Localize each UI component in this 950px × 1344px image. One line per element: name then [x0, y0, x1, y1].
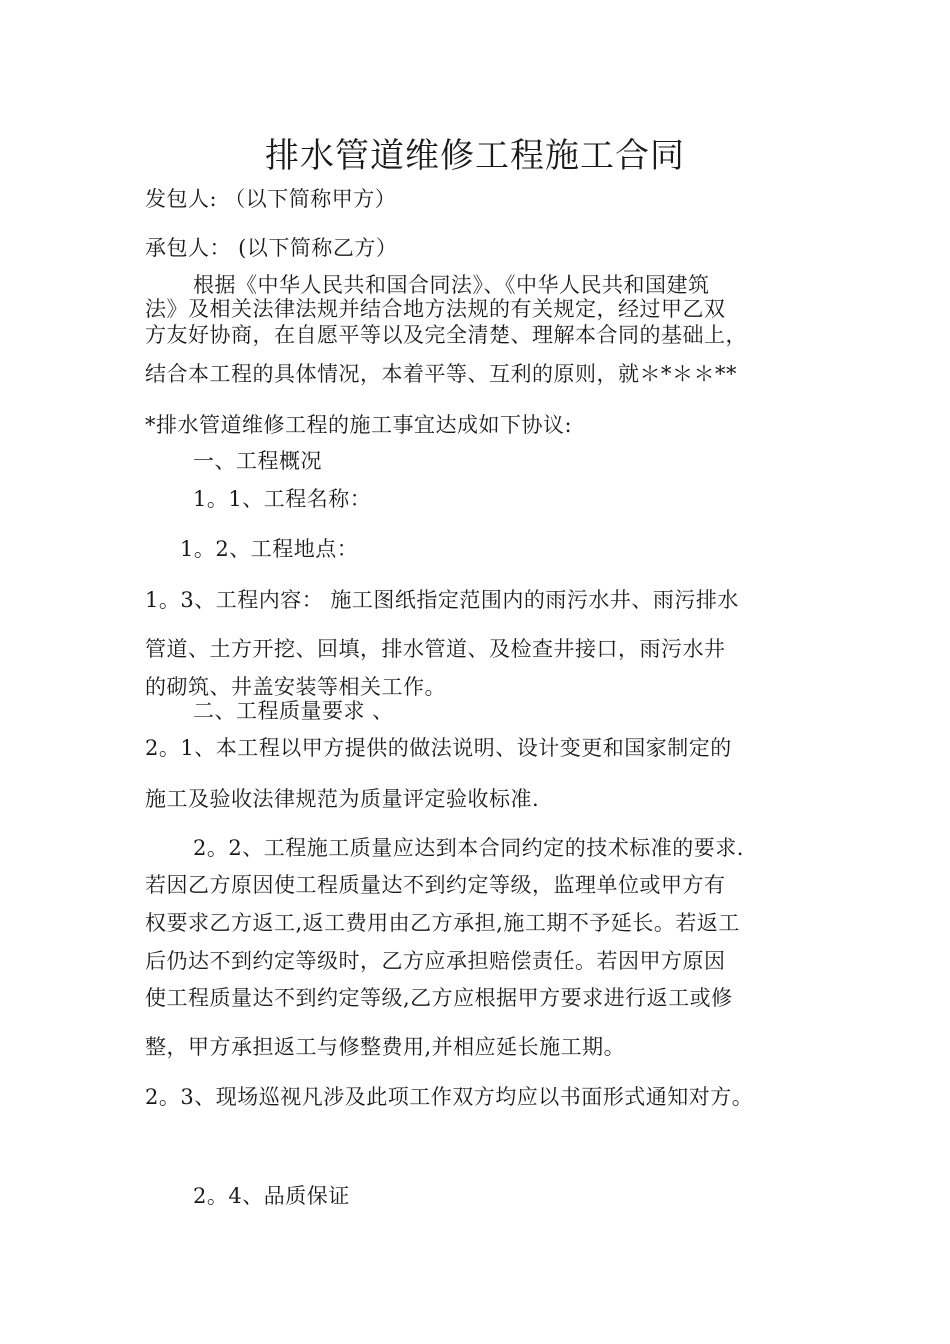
clause-2-2-line-4: 后仍达不到约定等级时，乙方应承担赔偿责任。若因甲方原因	[145, 949, 726, 973]
clause-2-2-line-1: 2。2、工程施工质量应达到本合同约定的技术标准的要求.	[193, 836, 744, 860]
party-b-line: 承包人： (以下简称乙方）	[145, 236, 398, 260]
clause-2-2-line-3: 权要求乙方返工,返工费用由乙方承担,施工期不予延长。若返工	[145, 911, 740, 935]
preamble-line-2: 法》及相关法律法规并结合地方法规的有关规定，经过甲乙双	[145, 297, 726, 321]
clause-2-1-line-2: 施工及验收法律规范为质量评定验收标准.	[145, 787, 540, 811]
clause-2-3: 2。3、现场巡视凡涉及此项工作双方均应以书面形式通知对方。	[145, 1085, 754, 1109]
clause-1-3-line-3: 的砌筑、井盖安装等相关工作。	[145, 675, 446, 699]
clause-1-1: 1。1、工程名称：	[193, 487, 372, 511]
clause-2-2-line-5: 使工程质量达不到约定等级,乙方应根据甲方要求进行返工或修	[145, 986, 733, 1010]
clause-2-1-line-1: 2。1、本工程以甲方提供的做法说明、设计变更和国家制定的	[145, 736, 732, 760]
preamble-line-4: 结合本工程的具体情况，本着平等、互利的原则，就＊*＊＊**	[145, 362, 737, 386]
preamble-line-5: *排水管道维修工程的施工事宜达成如下协议:	[145, 413, 573, 437]
section-2-heading: 二、工程质量要求 、	[193, 699, 394, 723]
clause-1-3-line-1: 1。3、工程内容： 施工图纸指定范围内的雨污水井、雨污排水	[145, 588, 739, 612]
clause-2-4: 2。4、品质保证	[193, 1184, 350, 1208]
clause-1-3-line-2: 管道、土方开挖、回填，排水管道、及检查井接口，雨污水井	[145, 637, 726, 661]
preamble-line-1: 根据《中华人民共和国合同法》、《中华人民共和国建筑	[193, 273, 710, 297]
party-a-line: 发包人: （以下简称甲方）	[145, 187, 397, 211]
clause-2-2-line-6: 整，甲方承担返工与修整费用,并相应延长施工期。	[145, 1035, 626, 1059]
clause-1-2: 1。2、工程地点：	[180, 537, 359, 561]
document-title: 排水管道维修工程施工合同	[265, 136, 685, 176]
clause-2-2-line-2: 若因乙方原因使工程质量达不到约定等级，监理单位或甲方有	[145, 873, 726, 897]
preamble-line-3: 方友好协商，在自愿平等以及完全清楚、理解本合同的基础上，	[145, 323, 747, 347]
section-1-heading: 一、工程概况	[193, 449, 322, 473]
